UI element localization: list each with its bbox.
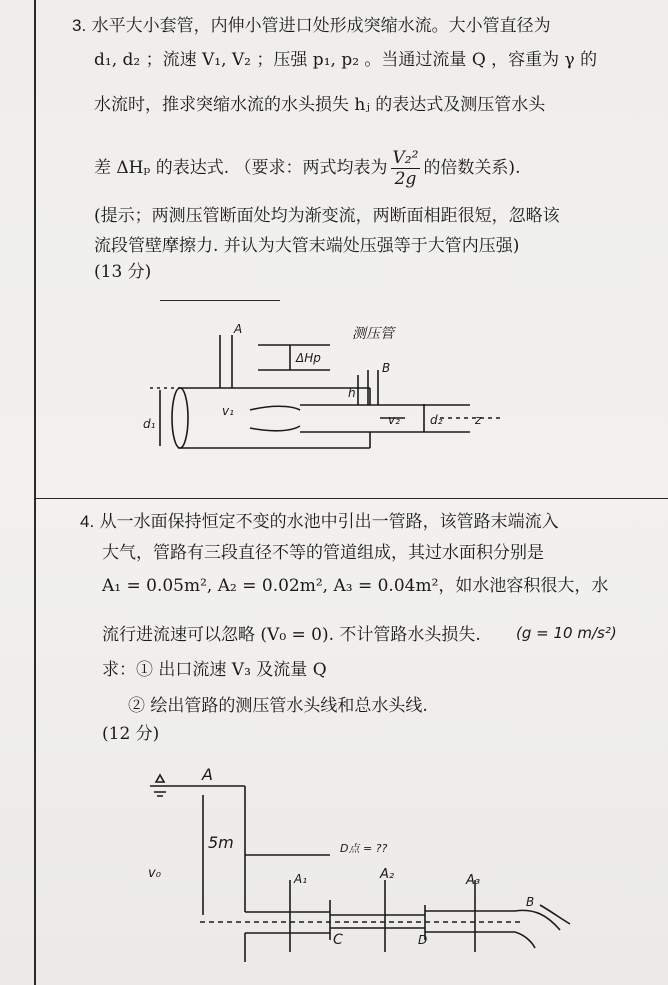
fig4-label-A: A	[202, 765, 213, 784]
q4-line4: 流行进流速可以忽略 (V₀ = 0). 不计管路水头损失.	[102, 625, 481, 645]
q3-line4-pre: 差 ΔHₚ 的表达式. （要求：两式均表为	[94, 158, 388, 178]
fig4-label-A3: A₃	[466, 873, 481, 888]
fig4-label-A1: A₁	[294, 872, 308, 886]
fig4-label-v0: v₀	[148, 866, 161, 881]
fig3-label-A: A	[234, 322, 243, 336]
q4-score: (12 分)	[102, 724, 160, 744]
fig4-label-5m: 5m	[208, 833, 234, 852]
q4-ask-2: ② 绘出管路的测压管水头线和总水头线.	[128, 696, 428, 716]
fig3-label-d2: d₂	[430, 413, 443, 427]
fig3-label-d1: d₁	[143, 417, 156, 431]
q4-line3: A₁ = 0.05m², A₂ = 0.02m², A₃ = 0.04m²，如水池容积很大，水	[102, 576, 609, 596]
fraction-denominator: 2g	[394, 168, 417, 189]
q3-number: 3.	[72, 16, 87, 35]
fig3-label-piezometer: 测压管	[352, 326, 394, 342]
fig3-label-v2: v₂	[388, 413, 400, 427]
fig4-label-C: C	[333, 932, 343, 948]
q4-number: 4.	[80, 512, 95, 531]
fig3-label-B: B	[382, 361, 391, 375]
fig3-label-dHp: ΔHp	[296, 351, 321, 365]
fig4-label-B: B	[526, 895, 535, 909]
q3-line2: d₁, d₂ ；流速 V₁, V₂ ；压强 p₁, p₂ 。当通过流量 Q ，容重为 γ 的	[94, 50, 598, 70]
q3-score: (13 分)	[94, 262, 152, 282]
q4-gravity-note: (g = 10 m/s²)	[516, 624, 617, 642]
fig4-label-D-annot: D点 = ??	[340, 842, 388, 855]
q4-text-1: 从一水面保持恒定不变的水池中引出一管路，该管路末端流入	[99, 512, 559, 532]
q3-line3: 水流时，推求突缩水流的水头损失 hⱼ 的表达式及测压管水头	[94, 95, 546, 115]
fig4-label-D: D	[418, 933, 428, 947]
q3-hint-1: (提示；两测压管断面处均为渐变流，两断面相距很短，忽略该	[94, 206, 560, 226]
fig3-label-z: z	[475, 413, 482, 427]
q3-hint-2: 流段管壁摩擦力. 并认为大管末端处压强等于大管内压强)	[94, 236, 520, 256]
fig4-label-A2: A₂	[380, 867, 395, 882]
q4-ask-1: 求：① 出口流速 V₃ 及流量 Q	[102, 660, 327, 680]
q3-text-1: 水平大小套管，内伸小管进口处形成突缩水流。大小管直径为	[91, 16, 551, 36]
fig3-label-v1: v₁	[222, 404, 234, 418]
fraction-numerator: V₂²	[392, 147, 419, 168]
fig3-label-h: h	[348, 386, 356, 400]
q4-line2: 大气，管路有三段直径不等的管道组成，其过水面积分别是	[102, 543, 544, 563]
q3-line4-post: 的倍数关系).	[423, 158, 521, 178]
